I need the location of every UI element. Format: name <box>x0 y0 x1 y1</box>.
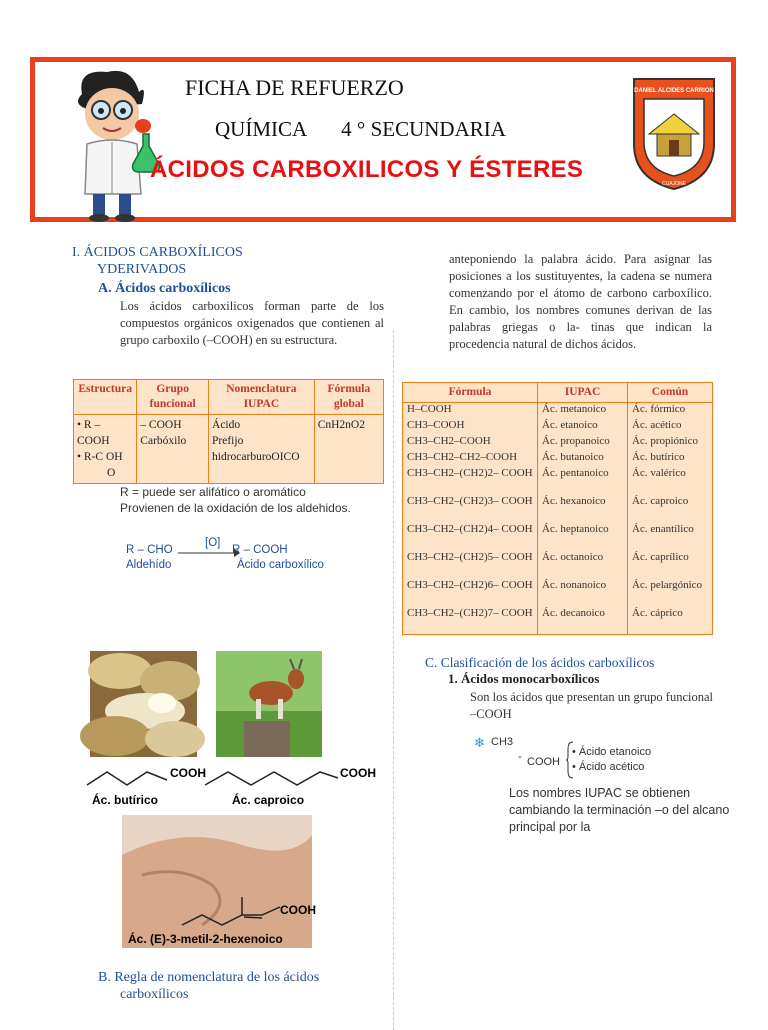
note-1: R = puede ser alifático o aromático <box>120 485 306 499</box>
table-header: Fórmula global <box>314 380 383 415</box>
acetic-acid-example: ❄ CH3 - COOH • Ácido etanoico • Ácido acético <box>474 733 714 783</box>
cooh-label: COOH <box>340 766 376 780</box>
table-header: Grupo funcional <box>137 380 209 415</box>
ch3-label: CH3 <box>491 736 514 748</box>
nomenclature-3: hidrocarburoOICO <box>212 451 300 463</box>
table-row <box>403 435 713 451</box>
oxidation-reaction <box>126 537 366 577</box>
table-header: IUPAC <box>538 383 628 403</box>
table-header-row <box>74 380 384 415</box>
table-header: Estructura <box>74 380 137 415</box>
table-cell-formula: CH3–CH2–(CH2)6– COOH <box>403 579 538 607</box>
hexenoic-label: Ác. (E)-3-metil-2-hexenoico <box>128 932 283 946</box>
snowflake-bullet-icon: ❄ <box>474 735 485 750</box>
section-B-line1: B. Regla de nomenclatura de los ácidos <box>98 970 320 985</box>
table-header: Común <box>628 383 713 403</box>
table-cell-iupac: Ác. propanoico <box>538 435 628 451</box>
butyric-acid-structure <box>82 760 212 808</box>
right-intro-text: anteponiendo la palabra ácido. Para asignar las posiciones a los sustituyentes, la cadena se numera comenzando por el átomo de carbono carboxílico. En cambio, los nombres comunes derivan de las palabras griegas o la- tinas que indican la procedencia natural de dichos ácidos. <box>449 252 712 351</box>
table-cell-comun: Ác. caprílico <box>628 551 713 579</box>
reactant-name: Aldehído <box>126 559 172 571</box>
table-cell-comun: Ác. pelargónico <box>628 579 713 607</box>
table-header: Nomenclatura IUPAC <box>209 380 315 415</box>
table-row <box>74 415 384 484</box>
nomenclature-2: Prefijo <box>212 435 244 447</box>
table-cell-iupac: Ác. etanoico <box>538 419 628 435</box>
table-cell-formula: CH3–CH2–(CH2)2– COOH <box>403 467 538 495</box>
section-I-line1: I. ÁCIDOS CARBOXÍLICOS <box>72 245 243 260</box>
school-crest-icon <box>629 74 719 192</box>
name-acetico: • Ácido acético <box>572 761 645 773</box>
subject-line <box>215 117 506 142</box>
table-cell <box>314 415 383 484</box>
goat-photo <box>216 651 322 757</box>
table-cell-iupac: Ác. pentanoico <box>538 467 628 495</box>
table-cell-formula: CH3–COOH <box>403 419 538 435</box>
structure-1: • R – COOH <box>77 419 110 447</box>
scientist-mascot-icon <box>57 64 167 222</box>
section-C-heading: C. Clasificación de los ácidos carboxílicos <box>425 655 655 670</box>
table-cell-iupac: Ác. heptanoico <box>538 523 628 551</box>
section-A-heading: A. Ácidos carboxílicos <box>98 281 231 296</box>
reactant: R – CHO <box>126 544 173 556</box>
global-formula: CnH2nO2 <box>317 419 365 431</box>
structure-3: O <box>107 467 116 479</box>
table-header: Fórmula <box>403 383 538 403</box>
product-name: Ácido carboxílico <box>237 559 324 571</box>
section-B-line2: carboxílicos <box>120 987 189 1002</box>
table-cell-formula: CH3–CH2–(CH2)3– COOH <box>403 495 538 523</box>
table-cell-iupac: Ác. decanoico <box>538 607 628 635</box>
table-cell-comun: Ác. caproico <box>628 495 713 523</box>
topic-title: ÁCIDOS CARBOXILICOS Y ÉSTERES <box>150 156 584 183</box>
oxidant: [O] <box>205 537 221 549</box>
table-row <box>403 607 713 635</box>
table-row <box>403 495 713 523</box>
cooh-label: COOH <box>527 756 560 768</box>
section-A-text: Los ácidos carboxilicos forman parte de los compuestos orgánicos oxigenados que contienen al grupo carboxilo (–COOH) en su estructura. <box>120 299 384 347</box>
table-row <box>403 451 713 467</box>
table-cell-formula: CH3–CH2–(CH2)7– COOH <box>403 607 538 635</box>
svg-text:CUAJONE: CUAJONE <box>662 181 686 187</box>
table-cell-comun: Ác. cáprico <box>628 607 713 635</box>
table-cell-iupac: Ác. nonanoico <box>538 579 628 607</box>
iupac-note: Los nombres IUPAC se obtienen cambiando la terminación –o del alcano principal por la <box>509 786 730 834</box>
table-row <box>403 419 713 435</box>
table-cell-formula: CH3–CH2–(CH2)4– COOH <box>403 523 538 551</box>
section-I-heading <box>72 244 243 278</box>
table-cell-iupac: Ác. hexanoico <box>538 495 628 523</box>
note-2: Provienen de la oxidación de los aldehidos. <box>120 501 351 515</box>
svg-text:DANIEL ALCIDES CARRION: DANIEL ALCIDES CARRION <box>634 88 714 94</box>
table-cell <box>137 415 209 484</box>
table-cell-comun: Ác. propiónico <box>628 435 713 451</box>
table-row <box>403 467 713 495</box>
table-cell-comun: Ác. butírico <box>628 451 713 467</box>
monocarboxylic-heading: 1. Ácidos monocarboxílicos <box>448 671 600 686</box>
caproic-acid-structure <box>200 760 380 808</box>
table-row <box>403 551 713 579</box>
section-I-line2: YDERIVADOS <box>97 262 187 277</box>
group-2: Carbóxilo <box>140 435 187 447</box>
table-cell <box>74 415 137 484</box>
table-cell-formula: CH3–CH2–CH2–COOH <box>403 451 538 467</box>
group-1: – COOH <box>140 419 182 431</box>
product: R – COOH <box>232 544 288 556</box>
nomenclature-1: Ácido <box>212 419 241 431</box>
table-cell-formula: CH3–CH2–COOH <box>403 435 538 451</box>
formula-table <box>402 382 713 635</box>
cheese-photo <box>90 651 197 757</box>
header-frame <box>30 57 736 222</box>
name-etanoico: • Ácido etanoico <box>572 746 652 758</box>
monocarboxylic-text: Son los ácidos que presentan un grupo funcional –COOH <box>470 690 713 721</box>
table-cell-iupac: Ác. octanoico <box>538 551 628 579</box>
table-cell-iupac: Ác. metanoico <box>538 403 628 419</box>
column-divider <box>393 330 394 1030</box>
note-block <box>120 484 370 516</box>
subject: QUÍMICA <box>215 117 308 141</box>
reaction-arrow-icon <box>178 548 240 558</box>
cooh-label: COOH <box>280 903 316 917</box>
table-cell <box>209 415 315 484</box>
table-cell-comun: Ác. enantílico <box>628 523 713 551</box>
grade: 4 ° SECUNDARIA <box>341 117 506 141</box>
table-cell-formula: H–COOH <box>403 403 538 419</box>
table-row <box>403 403 713 419</box>
table-cell-formula: CH3–CH2–(CH2)5– COOH <box>403 551 538 579</box>
table-cell-iupac: Ác. butanoico <box>538 451 628 467</box>
table-cell-comun: Ác. acético <box>628 419 713 435</box>
worksheet-title: FICHA DE REFUERZO <box>185 75 404 100</box>
table-cell-comun: Ác. fórmico <box>628 403 713 419</box>
arm-photo <box>122 815 316 948</box>
section-B-heading <box>98 969 319 1003</box>
butyric-label: Ác. butírico <box>92 793 159 807</box>
structure-table <box>73 379 384 484</box>
caproic-label: Ác. caproico <box>232 793 305 807</box>
table-row <box>403 579 713 607</box>
table-header-row <box>403 383 713 403</box>
table-row <box>403 523 713 551</box>
cooh-label: COOH <box>170 766 206 780</box>
structure-2: • R-C OH <box>77 451 123 463</box>
table-cell-comun: Ác. valérico <box>628 467 713 495</box>
